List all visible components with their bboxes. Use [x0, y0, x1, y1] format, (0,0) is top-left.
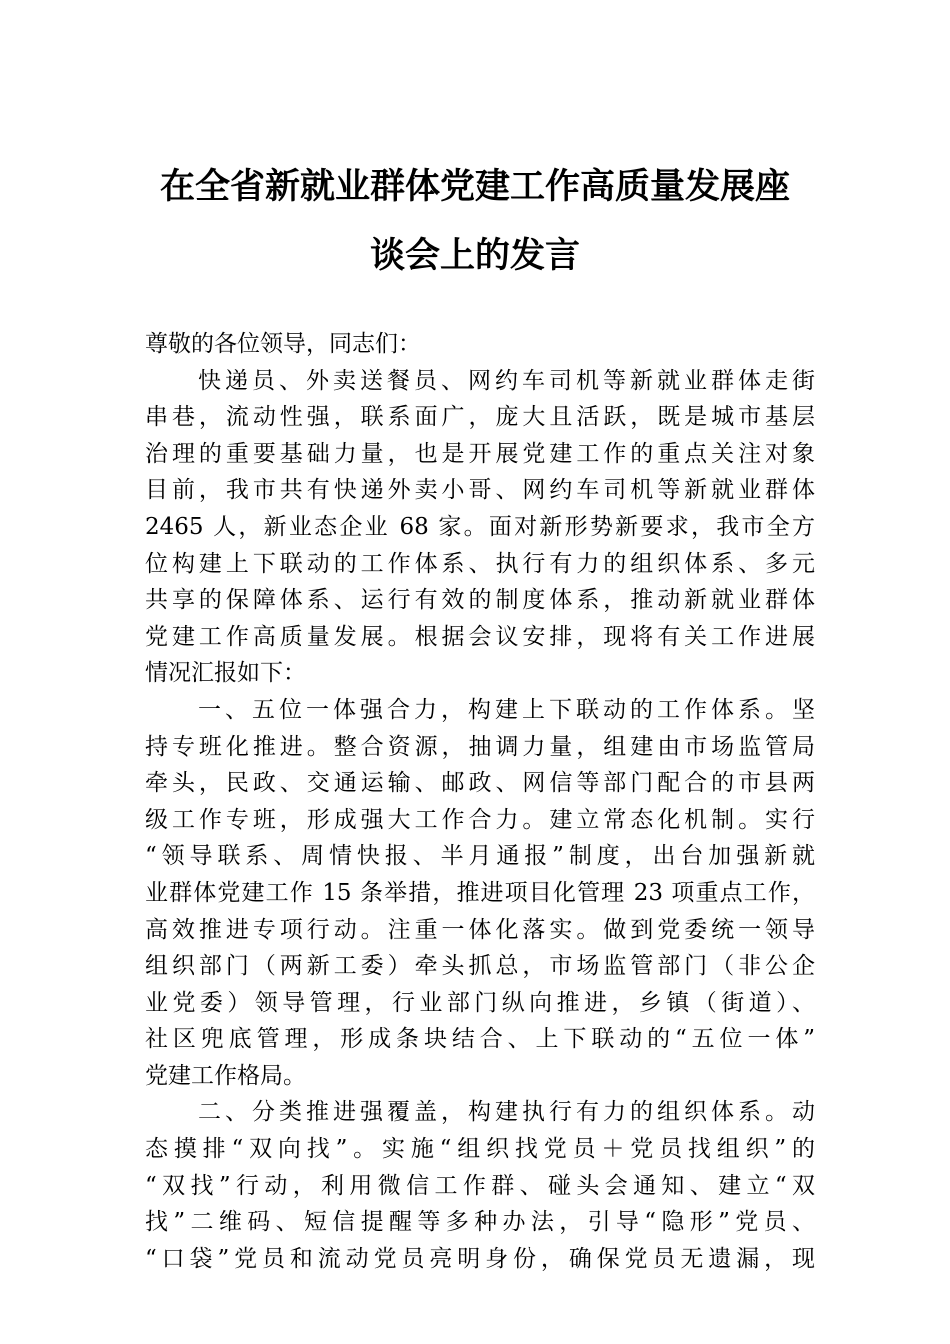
section-heading-line: 二、分类推进强覆盖，构建执行有力的组织体系。动 [198, 1099, 815, 1126]
paragraph-line: 治理的重要基础力量，也是开展党建工作的重点关注对象 [145, 440, 815, 467]
paragraph-line: 持专班化推进。整合资源，抽调力量，组建由市场监管局 [145, 733, 815, 760]
document-title-line-1: 在全省新就业群体党建工作高质量发展座 [159, 166, 790, 207]
paragraph-line: 业党委）领导管理，行业部门纵向推进，乡镇（街道）、 [145, 989, 815, 1016]
paragraph-line: 快递员、外卖送餐员、网约车司机等新就业群体走街 [198, 367, 815, 394]
paragraph-line: 共享的保障体系、运行有效的制度体系，推动新就业群体 [145, 587, 815, 614]
paragraph-line: 2465 人，新业态企业 68 家。面对新形势新要求，我市全方 [145, 513, 815, 540]
paragraph-line: “领导联系、周情快报、半月通报”制度，出台加强新就 [145, 843, 815, 870]
salutation-line: 尊敬的各位领导，同志们： [145, 331, 421, 357]
paragraph-line: 社区兜底管理，形成条块结合、上下联动的“五位一体” [145, 1026, 815, 1053]
paragraph-line: 牵头，民政、交通运输、邮政、网信等部门配合的市县两 [145, 770, 815, 797]
paragraph-line: 情况汇报如下： [145, 660, 306, 687]
paragraph-line: 党建工作高质量发展。根据会议安排，现将有关工作进展 [145, 623, 815, 650]
paragraph-line: 串巷，流动性强，联系面广，庞大且活跃，既是城市基层 [145, 404, 815, 431]
paragraph-line: 位构建上下联动的工作体系、执行有力的组织体系、多元 [145, 550, 815, 577]
paragraph-line: 目前，我市共有快递外卖小哥、网约车司机等新就业群体 [145, 477, 815, 504]
document-title-line-2: 谈会上的发言 [369, 235, 580, 276]
paragraph-line: 级工作专班，形成强大工作合力。建立常态化机制。实行 [145, 806, 815, 833]
section-heading-line: 一、五位一体强合力，构建上下联动的工作体系。坚 [198, 696, 815, 723]
paragraph-line: 业群体党建工作 15 条举措，推进项目化管理 23 项重点工作， [145, 879, 815, 906]
paragraph-line: 高效推进专项行动。注重一体化落实。做到党委统一领导 [145, 916, 815, 943]
document-body [145, 326, 815, 1277]
paragraph-line: 态摸排“双向找”。实施“组织找党员＋党员找组织”的 [145, 1136, 815, 1163]
paragraph-line: 找”二维码、短信提醒等多种办法，引导“隐形”党员、 [145, 1209, 815, 1236]
paragraph-line: “双找”行动，利用微信工作群、碰头会通知、建立“双 [145, 1172, 815, 1199]
paragraph-line: 组织部门（两新工委）牵头抓总，市场监管部门（非公企 [145, 953, 815, 980]
paragraph-line: “口袋”党员和流动党员亮明身份，确保党员无遗漏，现 [145, 1245, 815, 1272]
paragraph-line: 党建工作格局。 [145, 1062, 306, 1089]
